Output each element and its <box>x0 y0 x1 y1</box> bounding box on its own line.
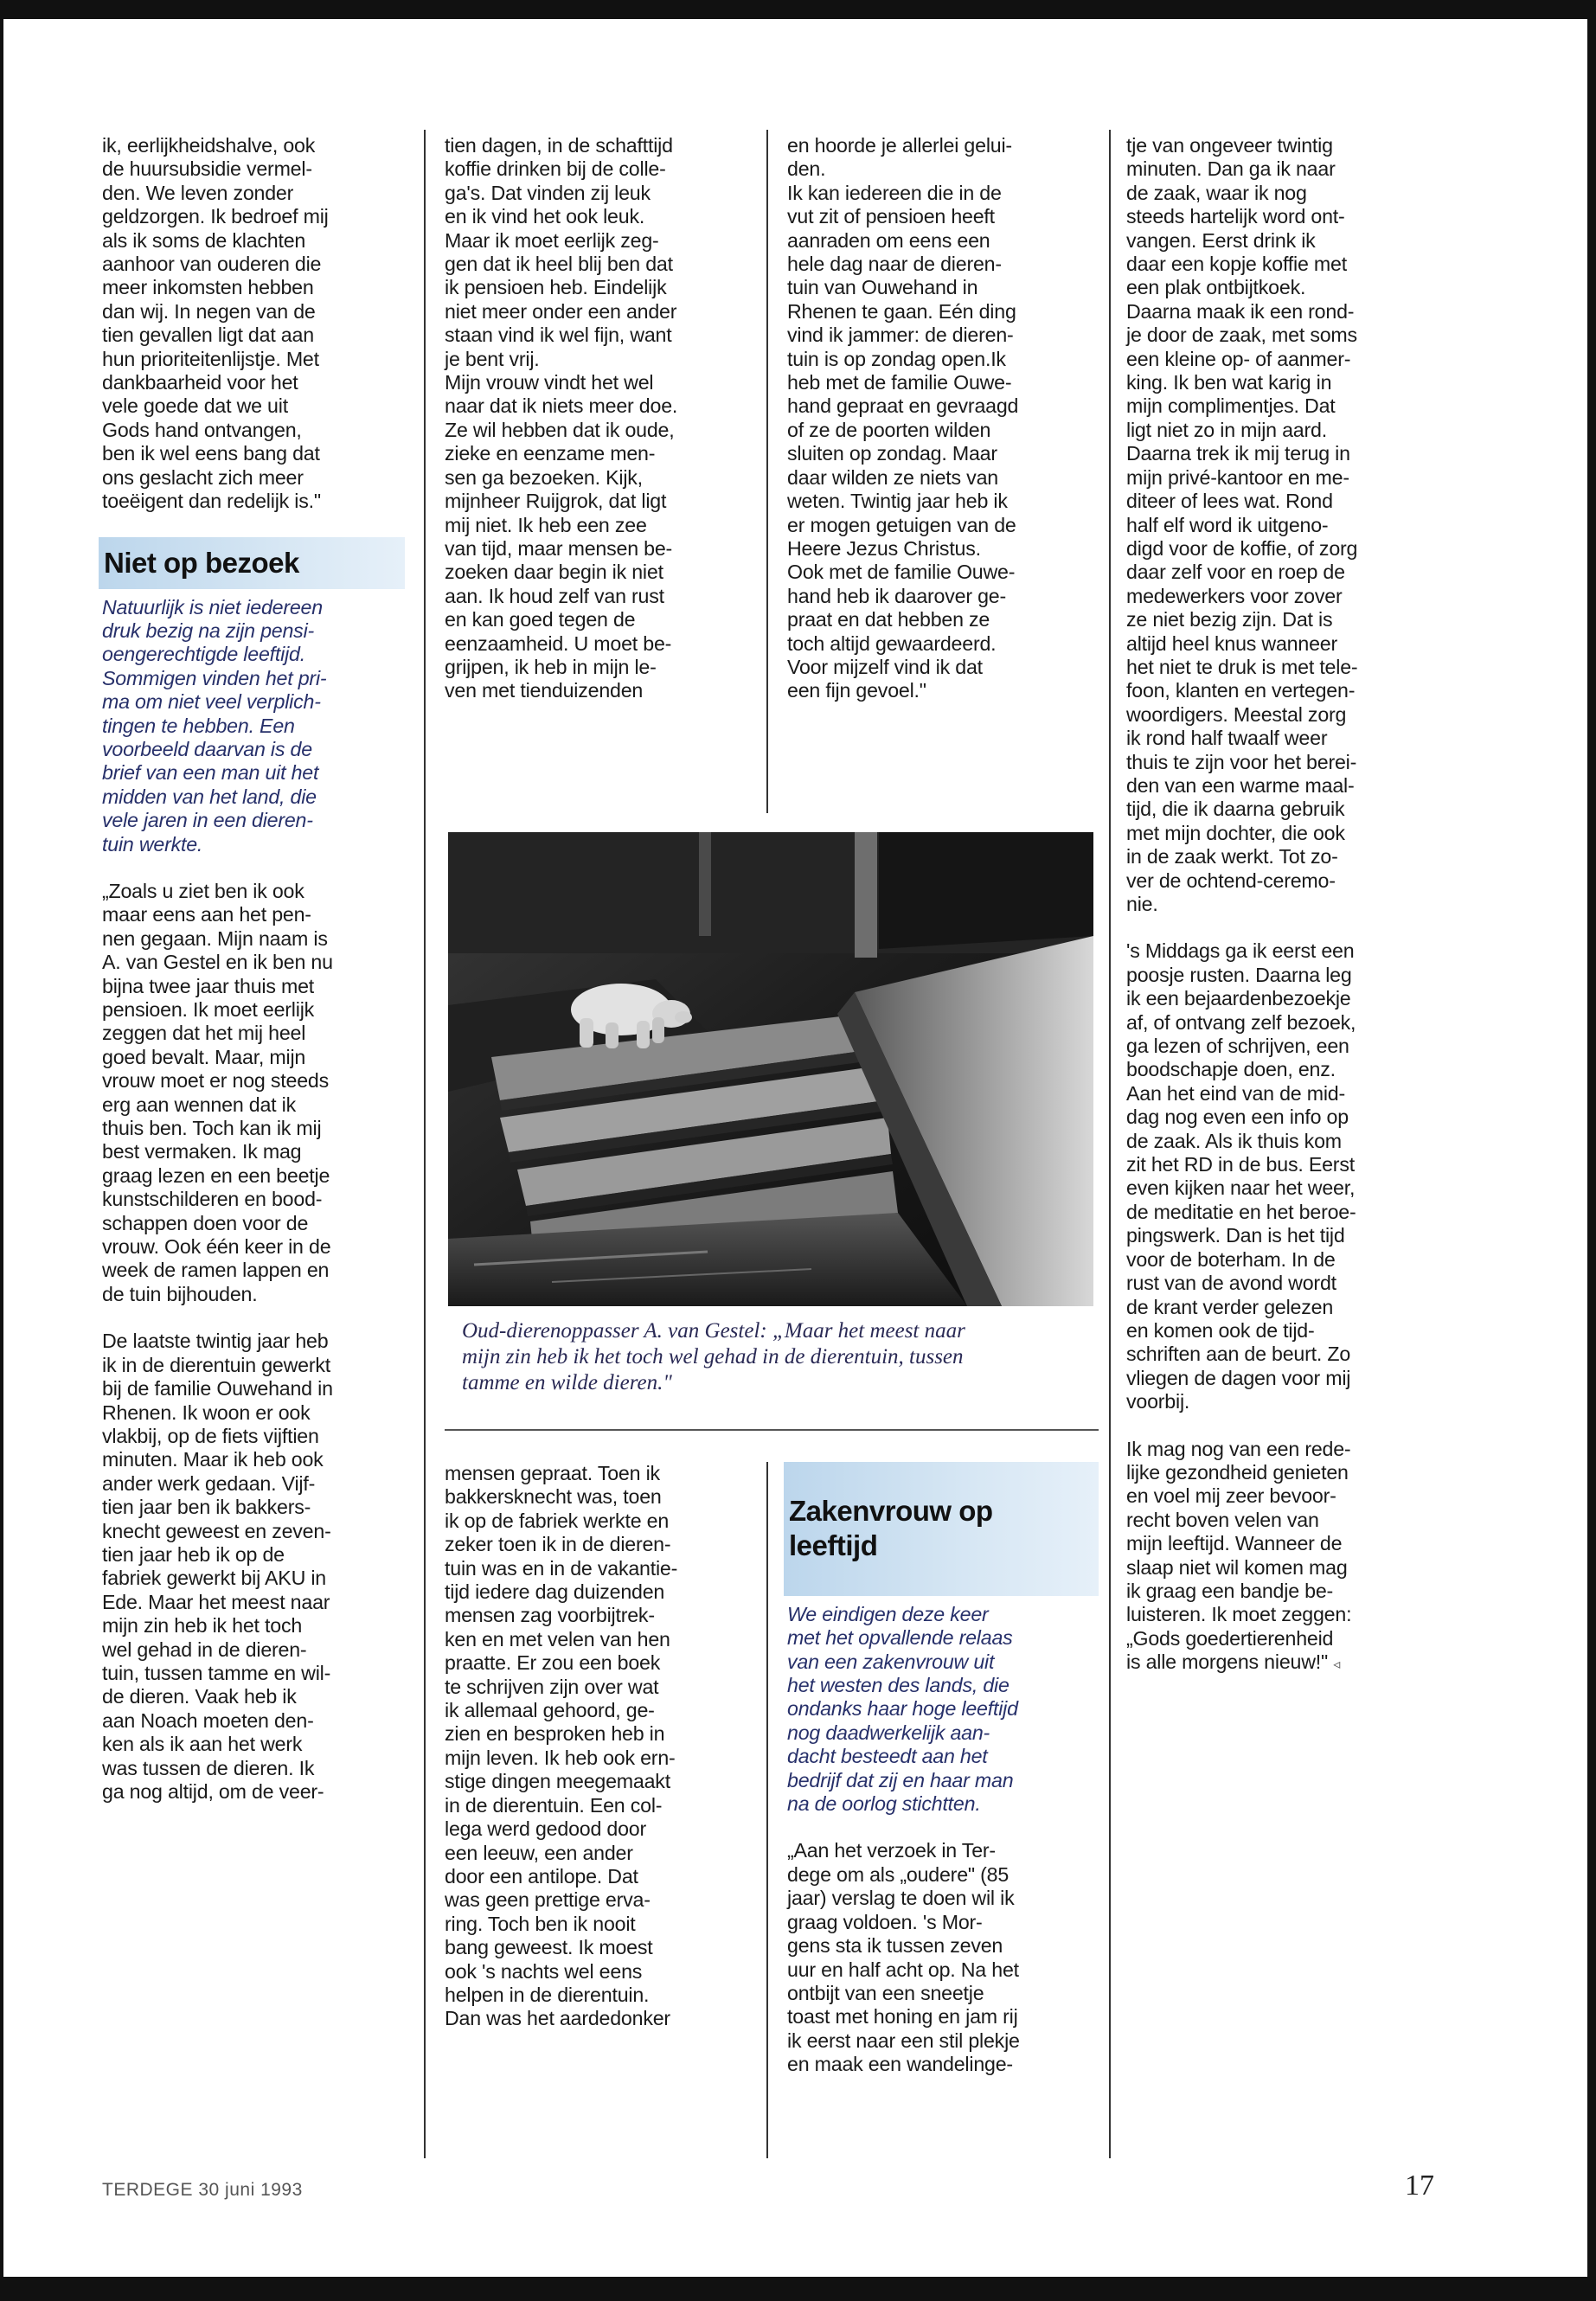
photo-zookeeper-with-polar-bear <box>448 832 1093 1306</box>
col1-paragraph-3: De laatste twintig jaar heb ik in de dierentuin gewerkt bij de familie Ouwehand in Rhenen. Ik woon er ook vlakbij, op de fiets vijftien minuten. Maar ik heb ook ander werk gedaan. Vijf- tien jaar ben ik bakkers- knecht geweest en zeven- tien jaar heb ik op de fabriek gewerkt bij AKU in Ede. Maar het meest naar mijn zin heb ik het toch wel gehad in de dieren- tuin, tussen tamme en wil- de dieren. Vaak heb ik aan Noach moeten den- ken als ik aan het werk was tussen de dieren. Ik ga nog altijd, om de veer- <box>102 1330 333 1803</box>
column-1 <box>102 134 405 1804</box>
column-3-top <box>787 134 1099 703</box>
col3-paragraph-2: „Aan het verzoek in Ter- dege om als „oudere" (85 jaar) verslag te doen wil ik graag voldoen. 's Mor- gens sta ik tussen zeven uur en half acht op. Na het ontbijt van een sneetje toast met honing en jam rij ik eerst naar een stil plekje en maak een wandelinge- <box>787 1839 1020 2076</box>
photo-caption: Oud-dierenoppasser A. van Gestel: „Maar het meest naar mijn zin heb ik het toch wel gehad in de dierentuin, tussen tamme en wilde dieren." <box>462 1319 965 1394</box>
photo-illustration <box>448 832 1093 1306</box>
sidebar-box-zakenvrouw <box>784 1462 1099 1596</box>
sidebar-box-niet-op-bezoek <box>99 537 405 589</box>
end-of-article-icon: ◃ <box>1333 1657 1341 1673</box>
magazine-footer: TERDEGE 30 juni 1993 <box>102 2180 303 2200</box>
col2-paragraph-2: mensen gepraat. Toen ik bakkersknecht was, toen ik op de fabriek werkte en zeker toen ik in de dieren- tuin was en in de vakantie- tijd iedere dag duizenden mensen zag voorbijtrek- ken en met velen van hen praatte. Er zou een boek te schrijven zijn over wat ik allemaal gehoord, ge- zien en besproken heb in mijn leven. Ik heb ook ern- stige dingen meegemaakt in de dierentuin. Een col- lega werd gedood door een leeuw, een ander door een antilope. Dat was geen prettige erva- ring. Toch ben ik nooit bang geweest. Ik moest ook 's nachts wel eens helpen in de dierentuin. Dan was het aardedonker <box>445 1462 678 2030</box>
column-2-bottom <box>445 1462 756 2031</box>
photo-caption-rule <box>445 1429 1099 1431</box>
section-heading-zakenvrouw: Zakenvrouw op leeftijd <box>789 1495 993 1562</box>
col1-paragraph-1: ik, eerlijkheidshalve, ook de huursubsidie vermel- den. We leven zonder geldzorgen. Ik bedroef mij als ik soms de klachten aanhoor van ouderen die meer inkomsten hebben dan wij. In negen van de tien gevallen ligt dat aan hun prioriteitenlijstje. Met dankbaarheid voor het vele goede dat we uit Gods hand ontvangen, ben ik wel eens bang dat ons geslacht zich meer toeëigent dan redelijk is." <box>102 134 329 513</box>
right-border <box>1587 0 1596 2301</box>
column-rule-1 <box>424 130 426 2158</box>
col1-paragraph-2: „Zoals u ziet ben ik ook maar eens aan het pen- nen gegaan. Mijn naam is A. van Gestel en ik ben nu bijna twee jaar thuis met pensioen. Ik moet eerlijk zeggen dat het mij heel goed bevalt. Maar, mijn vrouw moet er nog steeds erg aan wennen dat ik thuis ben. Toch kan ik mij best vermaken. Ik mag graag lezen en een beetje kunstschilderen en bood- schappen doen voor de vrouw. Ook één keer in de week de ramen lappen en de tuin bijhouden. <box>102 879 333 1305</box>
col4-paragraph-3 <box>1126 1438 1429 1677</box>
section-intro-zakenvrouw: We eindigen deze keer met het opvallende relaas van een zakenvrouw uit het westen des lands, die ondanks haar hoge leeftijd nog daadwerkelijk aan- dacht besteedt aan het bedrijf dat zij en haar man na de oorlog stichtten. <box>787 1602 1018 1816</box>
left-border <box>0 0 3 2301</box>
section-intro-niet-op-bezoek: Natuurlijk is niet iedereen druk bezig na zijn pensi- oengerechtigde leeftijd. Sommigen vinden het pri- ma om niet veel verplich- tingen te hebben. Een voorbeeld daarvan is de brief van een man uit het midden van het land, die vele jaren in een dieren- tuin werkte. <box>102 595 327 856</box>
column-2-top <box>445 134 756 703</box>
top-border <box>0 0 1596 19</box>
section-heading-niet-op-bezoek: Niet op bezoek <box>104 546 299 579</box>
column-rule-2b <box>766 1462 768 2158</box>
column-rule-2a <box>766 130 768 813</box>
col2-paragraph-1: tien dagen, in de schafttijd koffie drinken bij de colle- ga's. Dat vinden zij leuk en ik vind het ook leuk. Maar ik moet eerlijk zeg- gen dat ik heel blij ben dat ik pensioen heb. Eindelijk niet meer onder een ander staan vind ik wel fijn, want je bent vrij. Mijn vrouw vindt het wel naar dat ik niets meer doe. Ze wil hebben dat ik oude, zieke en eenzame men- sen ga bezoeken. Kijk, mijnheer Ruijgrok, dat ligt mij niet. Ik heb een zee van tijd, maar mensen be- zoeken daar begin ik niet aan. Ik houd zelf van rust en kan goed tegen de eenzaamheid. U moet be- grijpen, ik heb in mijn le- ven met tienduizenden <box>445 134 678 702</box>
col4-paragraph-2: 's Middags ga ik eerst een poosje rusten. Daarna leg ik een bejaardenbezoekje af, of ontvang zelf bezoek, ga lezen of schrijven, een boodschapje doen, enz. Aan het eind van de mid- dag nog even een info op de zaak. Als ik thuis kom zit het RD in de bus. Eerst even kijken naar het weer, de meditatie en het beroe- pingswerk. Dan is het tijd voor de boterham. In de rust van de avond wordt de krant verder gelezen en komen ook de tijd- schriften aan de beurt. Zo vliegen de dagen voor mij voorbij. <box>1126 939 1356 1413</box>
bottom-border <box>0 2277 1596 2301</box>
col4-paragraph-1: tje van ongeveer twintig minuten. Dan ga ik naar de zaak, waar ik nog steeds hartelijk word ont- vangen. Eerst drink ik daar een kopje koffie met een plak ontbijtkoek. Daarna maak ik een rond- je door de zaak, met soms een kleine op- of aanmer- king. Ik ben wat karig in mijn complimentjes. Dat ligt niet zo in mijn aard. Daarna trek ik mij terug in mijn privé-kantoor en me- diteer of lees wat. Rond half elf word ik uitgeno- digd voor de koffie, of zorg daar zelf voor en roep de medewerkers voor zover ze niet bezig zijn. Dat is altijd heel knus wanneer het niet te druk is met tele- foon, klanten en vertegen- woordigers. Meestal zorg ik rond half twaalf weer thuis te zijn voor het berei- den van een warme maal- tijd, die ik daarna gebruik met mijn dochter, die ook in de zaak werkt. Tot zo- ver de ochtend-ceremo- nie. <box>1126 134 1358 915</box>
column-rule-3 <box>1109 130 1111 2158</box>
page-number: 17 <box>1405 2170 1434 2202</box>
col3-paragraph-1: en hoorde je allerlei gelui- den. Ik kan iedereen die in de vut zit of pensioen heeft aanraden om eens een hele dag naar de dieren- tuin van Ouwehand in Rhenen te gaan. Eén ding vind ik jammer: de dieren- tuin is op zondag open.Ik heb met de familie Ouwe- hand gepraat en gevraagd of ze de poorten wilden sluiten op zondag. Maar daar wilden ze niets van weten. Twintig jaar heb ik er mogen getuigen van de Heere Jezus Christus. Ook met de familie Ouwe- hand heb ik daarover ge- praat en dat hebben ze toch altijd gewaardeerd. Voor mijzelf vind ik dat een fijn gevoel." <box>787 134 1019 702</box>
column-4 <box>1126 134 1429 1677</box>
column-3-bottom <box>787 1462 1099 2077</box>
col4-paragraph-3-text: Ik mag nog van een rede- lijke gezondheid genieten en voel mij zeer bevoor- recht boven velen van mijn leeftijd. Wanneer de slaap niet wil komen mag ik graag een bandje be- luisteren. Ik moet zeggen: „Gods goedertierenheid is alle morgens nieuw!" <box>1126 1437 1352 1674</box>
